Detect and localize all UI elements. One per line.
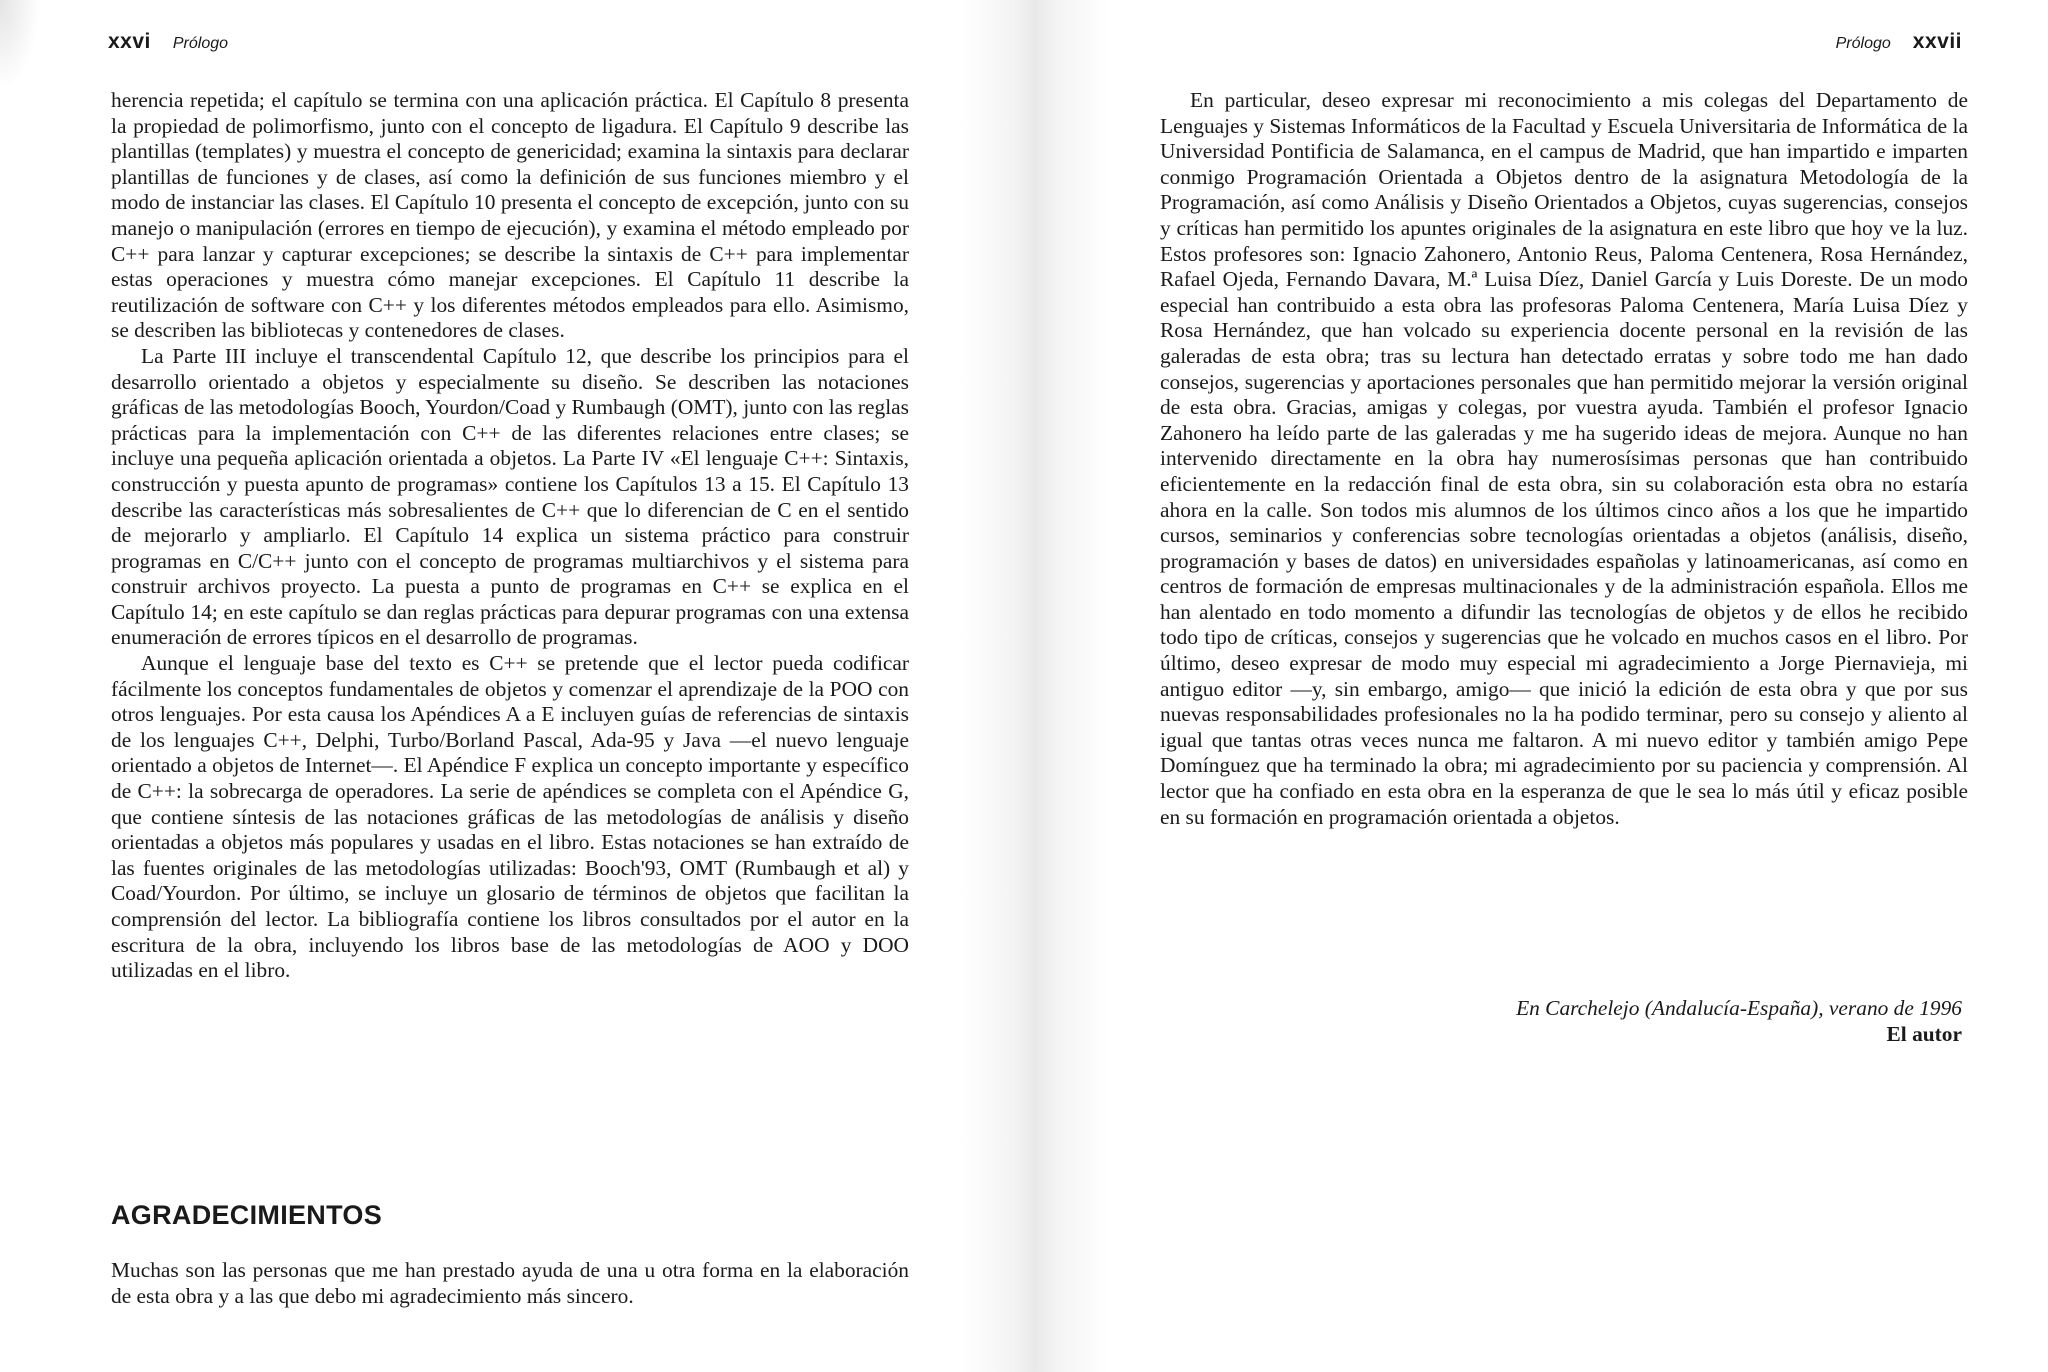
section-heading: AGRADECIMIENTOS (111, 1200, 383, 1230)
page-number: xxvii (1912, 30, 1962, 53)
left-body-text (111, 88, 909, 984)
right-body-text (1160, 88, 1968, 830)
place-and-date: En Carchelejo (Andalucía-España), verano de 1996 (1516, 996, 1962, 1020)
signature-block (1516, 995, 1962, 1047)
running-title: Prólogo (1835, 35, 1891, 52)
paragraph: herencia repetida; el capítulo se termina con una aplicación práctica. El Capítulo 8 presenta la propiedad de polimorfismo, junto con el concepto de ligadura. El Capítulo 9 describe las plantillas (templates) y muestra el concepto de genericidad; examina la sintaxis para declarar plantillas de funciones y de clases, así como la definición de sus funciones miembro y el modo de instanciar las clases. El Capítulo 10 presenta el concepto de excepción, junto con su manejo o manipulación (errores en tiempo de ejecución), y examina el método empleado por C++ para lanzar y capturar excepciones; se describe la sintaxis de C++ para implementar estas operaciones y muestra cómo manejar excepciones. El Capítulo 11 describe la reutilización de software con C++ y los diferentes métodos empleados para ello. Asimismo, se describen las bibliotecas y contenedores de clases. (111, 88, 909, 343)
running-title: Prólogo (172, 35, 229, 52)
paragraph: La Parte III incluye el transcendental Capítulo 12, que describe los principios para el desarrollo orientado a objetos y especialmente su diseño. Se describen las notaciones gráficas de las metodologías Booch, Yourdon/Coad y Rumbaugh (OMT), junto con las reglas prácticas para la implementación con C++ de las diferentes relaciones entre clases; se incluye una pequeña aplicación orientada a objetos. La Parte IV «El lenguaje C++: Sintaxis, construcción y puesta apunto de programas» contiene los Capítulos 13 a 15. El Capítulo 13 describe las características más sobresalientes de C++ que lo diferencian de C en el sentido de mejorarlo y ampliarlo. El Capítulo 14 explica un sistema práctico para construir programas en C/C++ junto con el concepto de programas multiarchivos y el sistema para construir archivos proyecto. La puesta a punto de programas en C++ se explica en el Capítulo 14; en este capítulo se dan reglas prácticas para depurar programas con una extensa enumeración de errores típicos en el desarrollo de programas. (111, 343, 909, 650)
right-page (1024, 0, 2048, 1372)
page-number: xxvi (108, 30, 151, 53)
author-signature: El autor (1886, 1022, 1962, 1046)
scan-shadow (0, 0, 40, 90)
left-running-head (108, 28, 250, 56)
paragraph: Muchas son las personas que me han prestado ayuda de una u otra forma en la elaboración de esta obra y a las que debo mi agradecimiento más sincero. (111, 1258, 909, 1308)
paragraph: En particular, deseo expresar mi reconocimiento a mis colegas del Departamento de Lenguajes y Sistemas Informáticos de la Facultad y Escuela Universitaria de Informática de la Universidad Pontificia de Salamanca, en el campus de Madrid, que han impartido e imparten conmigo Programación Orientada a Objetos dentro de la asignatura Metodología de la Programación, así como Análisis y Diseño Orientados a Objetos, cuyas sugerencias, consejos y críticas han permitido los apuntes originales de la asignatura en este libro que hoy ve la luz. Estos profesores son: Ignacio Zahonero, Antonio Reus, Paloma Centenera, Rosa Hernández, Rafael Ojeda, Fernando Davara, M.ª Luisa Díez, Daniel García y Luis Doreste. De un modo especial han contribuido a esta obra las profesoras Paloma Centenera, María Luisa Díez y Rosa Hernández, que han volcado su experiencia docente personal en la revisión de las galeradas de esta obra; tras su lectura han detectado erratas y sobre todo me han dado consejos, sugerencias y aportaciones personales que han permitido mejorar la versión original de esta obra. Gracias, amigas y colegas, por vuestra ayuda. También el profesor Ignacio Zahonero ha leído parte de las galeradas y me ha sugerido ideas de mejora. Aunque no han intervenido directamente en la obra hay numerosísimas personas que han contribuido eficientemente en la redacción final de esta obra, sin su colaboración esta obra no estaría ahora en la calle. Son todos mis alumnos de los últimos cinco años a los que he impartido cursos, seminarios y conferencias sobre tecnologías orientadas a objetos (análisis, diseño, programación y bases de datos) en universidades españolas y latinoamericanas, así como en centros de formación de empresas multinacionales y de la administración española. Ellos me han alentado en todo momento a difundir las tecnologías de objetos y de ellos he recibido todo tipo de críticas, consejos y sugerencias que he volcado en muchos casos en el libro. Por último, deseo expresar de modo muy especial mi agradecimiento a Jorge Piernavieja, mi antiguo editor —y, sin embargo, amigo— que inició la edición de esta obra y que por sus nuevas responsabilidades profesionales no la ha podido terminar, pero su consejo y aliento al igual que tantas otras veces nunca me faltaron. A mi nuevo editor y también amigo Pepe Domínguez que ha terminado la obra; mi agradecimiento por su paciencia y comprensión. Al lector que ha confiado en esta obra en la esperanza de que le sea lo más útil y eficaz posible en su formación en programación orientada a objetos. (1160, 88, 1968, 829)
right-running-head (1814, 28, 1962, 56)
paragraph: Aunque el lenguaje base del texto es C++ se pretende que el lector pueda codificar fácilmente los conceptos fundamentales de objetos y comenzar el aprendizaje de la POO con otros lenguajes. Por esta causa los Apéndices A a E incluyen guías de referencias de sintaxis de los lenguajes C++, Delphi, Turbo/Borland Pascal, Ada-95 y Java —el nuevo lenguaje orientado a objetos de Internet—. El Apéndice F explica un concepto importante y específico de C++: la sobrecarga de operadores. La serie de apéndices se completa con el Apéndice G, que contiene síntesis de las notaciones gráficas de las metodologías de análisis y diseño orientadas a objetos más populares y usadas en el libro. Estas notaciones se han extraído de las fuentes originales de las metodologías utilizadas: Booch'93, OMT (Rumbaugh et al) y Coad/Yourdon. Por último, se incluye un glosario de términos de objetos que facilitan la comprensión del lector. La bibliografía contiene los libros consultados por el autor en la escritura de la obra, incluyendo los libros base de las metodologías de AOO y DOO utilizadas en el libro. (111, 651, 909, 983)
acknowledgements-intro (111, 1258, 909, 1309)
